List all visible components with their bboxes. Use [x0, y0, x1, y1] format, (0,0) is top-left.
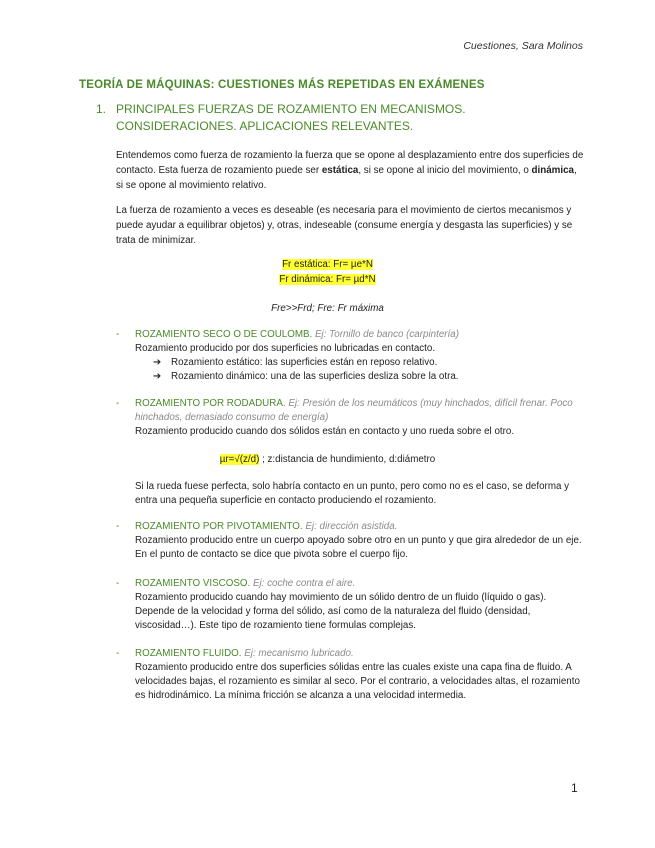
section-body: Rozamiento producido por dos superficies no lubricadas en contacto. [135, 343, 436, 354]
section-example: Ej: Tornillo de banco (carpintería) [315, 329, 459, 340]
section-body: Rozamiento producido cuando hay movimiento de un sólido dentro de un fluido (líquido o gas). Depende de la velocidad y forma del sólido, así como de la naturaleza del fluido (densidad, viscosidad…). Este tipo de rozamiento tiene formulas complejas. [135, 592, 547, 631]
section-example: Ej: mecanismo lubricado. [244, 648, 354, 659]
list-item: ➔ Rozamiento dinámico: una de las superficies desliza sobre la otra. [153, 371, 459, 382]
rolling-formula [0, 452, 655, 467]
section-body: Rozamiento producido entre dos superficies sólidas entre las cuales existe una capa fina de fluido. A velocidades bajas, el rozamiento es similar al seco. Por el contrario, a velocidades altas, el rozamiento es hidrodinámico. La mínima fricción se alcanza a una velocidad intermedia. [135, 662, 580, 701]
intro-text-e: , si se opone al movimiento relativo. [116, 165, 577, 191]
section-heading: ROZAMIENTO POR RODADURA. Ej: Presión de los neumáticos (muy hinchados, difícil frenar. Poco hinchados, demasiado consumo de energía) [135, 398, 573, 423]
intro-text-a: Entendemos como fuerza de rozamiento la fuerza que se opone al desplazamiento entre dos superficies de contacto. Esta fuerza de rozamiento puede ser [116, 150, 584, 176]
page-number: 1 [571, 781, 578, 795]
section-viscous-friction [116, 577, 586, 633]
intro-paragraph-2: La fuerza de rozamiento a veces es deseable (es necesaria para el movimiento de ciertos mecanismos y puede ayudar a equilibrar objetos) y, otras, indeseable (consume energía y desgasta las superficies) y se trata de minimizar. [116, 205, 573, 246]
list-dash: - [116, 648, 120, 659]
section-rolling-friction [116, 397, 586, 439]
intro-bold-static: estática [321, 165, 359, 176]
section-heading: ROZAMIENTO FLUIDO. Ej: mecanismo lubricado. [135, 648, 354, 659]
document-title: TEORÍA DE MÁQUINAS: CUESTIONES MÁS REPETIDAS EN EXÁMENES [79, 79, 485, 91]
intro-bold-dynamic: dinámica [531, 165, 575, 176]
section-heading: ROZAMIENTO VISCOSO. Ej: coche contra el aire. [135, 578, 356, 589]
rolling-explanation [116, 480, 586, 508]
question-number: 1. [96, 102, 107, 116]
page-header: Cuestiones, Sara Molinos [463, 40, 583, 52]
section-fluid-friction [116, 647, 586, 703]
rolling-formula-legend: ; z:distancia de hundimiento, d:diámetro [259, 454, 436, 465]
section-body: Rozamiento producido entre un cuerpo apoyado sobre otro en un punto y que gira alrededor de un eje. En el punto de contacto se dice que pivota sobre el cuerpo fijo. [135, 535, 582, 560]
list-dash: - [116, 578, 120, 589]
section-example: Ej: coche contra el aire. [252, 578, 356, 589]
formula-relation: Fre>>Frd; Fre: Fr máxima [271, 303, 384, 314]
section-pivot-friction [116, 520, 586, 562]
section-heading: ROZAMIENTO POR PIVOTAMIENTO. Ej: dirección asistida. [135, 521, 398, 532]
section-body: Si la rueda fuese perfecta, solo habría contacto en un punto, pero como no es el caso, se deforma y entra una pequeña superficie en contacto produciendo el rozamiento. [135, 481, 570, 506]
section-dry-friction [116, 328, 586, 384]
section-body: Rozamiento producido cuando dos sólidos están en contacto y uno rueda sobre el otro. [135, 426, 515, 437]
list-dash: - [116, 521, 120, 532]
formula-dynamic: Fr dinámica: Fr= µd*N [279, 274, 376, 285]
formula-dynamic-line [0, 272, 655, 287]
question-text: PRINCIPALES FUERZAS DE ROZAMIENTO EN MECANISMOS. CONSIDERACIONES. APLICACIONES RELEVANTES. [116, 102, 466, 133]
formula-static: Fr estática: Fr= µe*N [282, 259, 373, 270]
question-title [96, 101, 576, 135]
section-example: Ej: dirección asistida. [305, 521, 398, 532]
arrow-right-icon: ➔ [153, 357, 162, 368]
list-dash: - [116, 398, 120, 409]
rolling-formula-highlight: µr=√(z/d) [219, 454, 260, 465]
intro-paragraph-1 [116, 148, 586, 193]
arrow-right-icon: ➔ [153, 371, 162, 382]
formula-static-line [0, 257, 655, 272]
section-example: Ej: Presión de los neumáticos (muy hinchados, difícil frenar. Poco hinchados, demasiado consumo de energía) [135, 398, 573, 423]
list-dash: - [116, 329, 120, 340]
list-item: ➔ Rozamiento estático: las superficies están en reposo relativo. [153, 357, 438, 368]
intro-text-c: , si se opone al inicio del movimiento, o [358, 165, 532, 176]
section-heading: ROZAMIENTO SECO O DE COULOMB. Ej: Tornillo de banco (carpintería) [135, 329, 459, 340]
